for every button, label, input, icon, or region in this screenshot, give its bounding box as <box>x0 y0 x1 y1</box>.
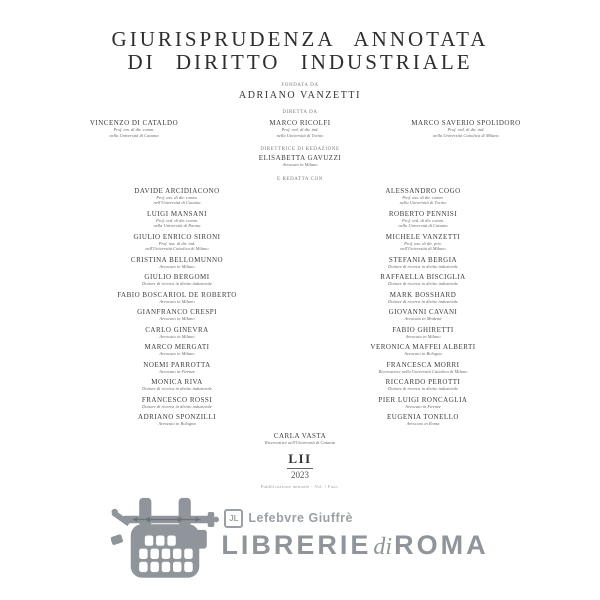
person-role: Dottore di ricerca in diritto industriale <box>141 281 213 286</box>
bookstore-name-di: di <box>373 533 393 560</box>
person-name: GIULIO BERGOMI <box>144 273 210 281</box>
person-entry <box>317 273 529 287</box>
founded-by-label: FONDATA DA <box>281 83 319 88</box>
person-entry <box>317 361 529 375</box>
bookstore-logo <box>0 490 600 580</box>
person-role: Avvocato in Milano <box>159 351 195 356</box>
person-name: MARCO SAVERIO SPOLIDORO <box>411 119 521 127</box>
person-role: Prof. em. di dir. comm. <box>113 127 155 132</box>
directed-by-label: DIRETTA DA <box>282 110 318 115</box>
person-role: Dottore di ricerca in diritto industriale <box>141 386 213 391</box>
person-entry <box>317 413 529 427</box>
publication-year: 2023 <box>291 470 309 480</box>
person-name: CRISTINA BELLOMUNNO <box>130 255 224 264</box>
person-role: Prof. ord. di dir. comm. <box>402 217 444 223</box>
person-role: Dottore di ricerca in diritto industriale <box>387 281 459 286</box>
person-name: DAVIDE ARCIDIACONO <box>134 186 220 195</box>
volume-rule <box>287 468 313 469</box>
person-role: Avvocato in Firenze <box>405 403 441 409</box>
person-entry <box>71 326 283 340</box>
person-entry <box>71 256 283 270</box>
person-role: Avvocato in Milano <box>159 316 195 321</box>
person-name: MARCO MERGATI <box>144 343 210 351</box>
logo-text-block <box>221 509 488 562</box>
person-role: Ricercatrice nell'Università di Catania <box>264 439 336 445</box>
person-name: GIULIO ENRICO SIRONI <box>133 232 221 241</box>
person-name: VERONICA MAFFEI ALBERTI <box>370 343 476 351</box>
person-role: Dottore di ricerca in diritto industriale <box>387 386 459 391</box>
person-name: NOEMI PARROTTA <box>143 360 211 369</box>
person-name: ALESSANDRO COGO <box>385 186 461 195</box>
person-name: LUIGI MANSANI <box>147 209 207 218</box>
person-role: Prof. ass. di dir. ind. <box>158 240 196 246</box>
brand-row <box>224 509 488 528</box>
person-role: nell'Università Cattolica di Milano <box>145 246 209 251</box>
person-role: nella Università di Catania <box>109 132 159 138</box>
bookstore-name-roma: ROMA <box>394 529 489 560</box>
title-line-2: DI DIRITTO INDUSTRIALE <box>127 50 473 74</box>
person-role: Avvocato in Bologna <box>404 351 442 356</box>
person-name: MONICA RIVA <box>151 378 203 386</box>
person-name: FRANCESCA MORRI <box>386 360 460 369</box>
edited-with-label: E REDATTA CON <box>276 176 323 182</box>
person-name: FABIO GHIRETTI <box>392 325 454 334</box>
person-entry <box>317 233 529 252</box>
person-entry <box>71 187 283 206</box>
person-name: CARLO GINEVRA <box>145 325 209 334</box>
person-entry <box>58 119 210 138</box>
person-entry <box>317 308 529 322</box>
person-name: FABIO BOSCARIOL DE ROBERTO <box>117 290 237 299</box>
person-role: Avvocato in Bologna <box>158 421 196 426</box>
person-name: CARLA VASTA <box>273 431 327 440</box>
person-entry <box>71 361 283 375</box>
person-entry <box>317 187 529 206</box>
person-entry <box>71 273 283 287</box>
person-entry <box>317 326 529 340</box>
person-role: Avvocato in Milano <box>159 298 195 304</box>
person-name: EUGENIA TONELLO <box>387 413 459 421</box>
person-name: RAFFAELLA BISCIGLIA <box>380 273 466 281</box>
person-name: PIER LUIGI RONCAGLIA <box>378 395 468 404</box>
person-entry <box>317 210 529 229</box>
page-title <box>0 28 600 74</box>
person-entry <box>317 378 529 392</box>
secretary-entry <box>0 432 600 446</box>
typewriter-icon <box>111 490 219 580</box>
person-role: Avvocato in Roma <box>406 421 440 426</box>
person-role: Dottore di ricerca in diritto industriale <box>387 298 459 304</box>
person-name: RICCARDO PEROTTI <box>385 378 461 386</box>
person-entry <box>224 119 376 138</box>
person-name: MARCO RICOLFI <box>269 119 331 127</box>
title-line-1: GIURISPRUDENZA ANNOTATA <box>111 27 489 51</box>
person-entry <box>71 413 283 427</box>
person-entry <box>317 396 529 410</box>
person-role: Avvocato in Milano <box>405 333 441 339</box>
person-entry <box>71 343 283 357</box>
person-role: Prof. ass. di dir. priv. <box>404 240 442 246</box>
person-entry <box>71 291 283 305</box>
person-name: VINCENZO DI CATALDO <box>89 119 179 127</box>
editor-in-chief-label: DIRETTRICE DI REDAZIONE <box>260 147 340 152</box>
person-role: Avvocato in Milano <box>159 333 195 339</box>
person-role: Avvocato in Milano <box>282 162 318 167</box>
person-role: nell'Università di Milano <box>400 246 446 251</box>
contributors-column-left <box>71 187 283 427</box>
person-entry <box>71 233 283 252</box>
person-entry <box>71 210 283 229</box>
volume-number: LII <box>288 451 312 466</box>
person-role: Dottore di ricerca in diritto industriale <box>387 263 459 269</box>
person-name: GIOVANNI CAVANI <box>388 308 458 316</box>
person-role: nella Università di Catania <box>398 223 448 228</box>
person-role: Dottore di ricerca in diritto industriale <box>141 403 213 409</box>
person-role: nella Università di Torino <box>276 132 324 138</box>
person-role: Prof. ass. di dir. comm. <box>402 194 444 200</box>
person-role: Prof. ord. di dir. ind. <box>447 127 485 132</box>
person-name: GIANFRANCO CRESPI <box>137 308 217 316</box>
founder-name: ADRIANO VANZETTI <box>238 90 362 101</box>
person-role: nella Università di Torino <box>399 200 447 205</box>
person-role: Avvocato in Modena <box>404 316 442 321</box>
person-role: nella Università di Parma <box>153 223 201 228</box>
imprint-line: Pubblicazione annuale - Vol. / Fasc. <box>260 484 340 489</box>
person-role: Avvocato in Firenze <box>159 368 195 374</box>
person-name: ADRIANO SPONZILLI <box>138 413 216 421</box>
person-name: FRANCESCO ROSSI <box>141 395 213 404</box>
person-name: ELISABETTA GAVUZZI <box>258 154 342 162</box>
person-name: MARK BOSSHARD <box>389 290 457 299</box>
directors-row <box>0 119 600 138</box>
bookstore-name-librerie: LIBRERIE <box>221 529 372 560</box>
person-entry <box>317 256 529 270</box>
person-entry <box>71 396 283 410</box>
person-role: Prof. ass. di dir. comm. <box>156 194 198 200</box>
person-role: nell'Università di Catania <box>153 200 201 205</box>
publisher-name: Lefebvre Giuffrè <box>248 511 353 525</box>
person-entry <box>390 119 542 138</box>
person-entry <box>71 378 283 392</box>
bookstore-name <box>221 530 488 562</box>
person-entry <box>317 291 529 305</box>
person-role: Prof. ord. di dir. ind. <box>281 127 319 132</box>
publisher-badge-icon: JL <box>224 509 243 528</box>
person-role: Prof. ord. di dir. comm. <box>156 217 198 223</box>
person-name: STEFANIA BERGIA <box>388 255 458 264</box>
person-role: Avvocato in Milano <box>159 263 195 269</box>
person-role: nella Università Cattolica di Milano <box>433 132 499 138</box>
person-name: ROBERTO PENNISI <box>388 209 458 218</box>
person-entry <box>71 308 283 322</box>
person-role: Ricercatrice nella Università Cattolica di Milano <box>378 368 468 374</box>
person-entry <box>317 343 529 357</box>
person-entry <box>0 154 600 168</box>
editor-in-chief <box>0 154 600 168</box>
person-entry <box>0 432 600 446</box>
person-name: MICHELE VANZETTI <box>385 232 461 241</box>
contributors-columns <box>0 187 600 427</box>
contributors-column-right <box>317 187 529 427</box>
